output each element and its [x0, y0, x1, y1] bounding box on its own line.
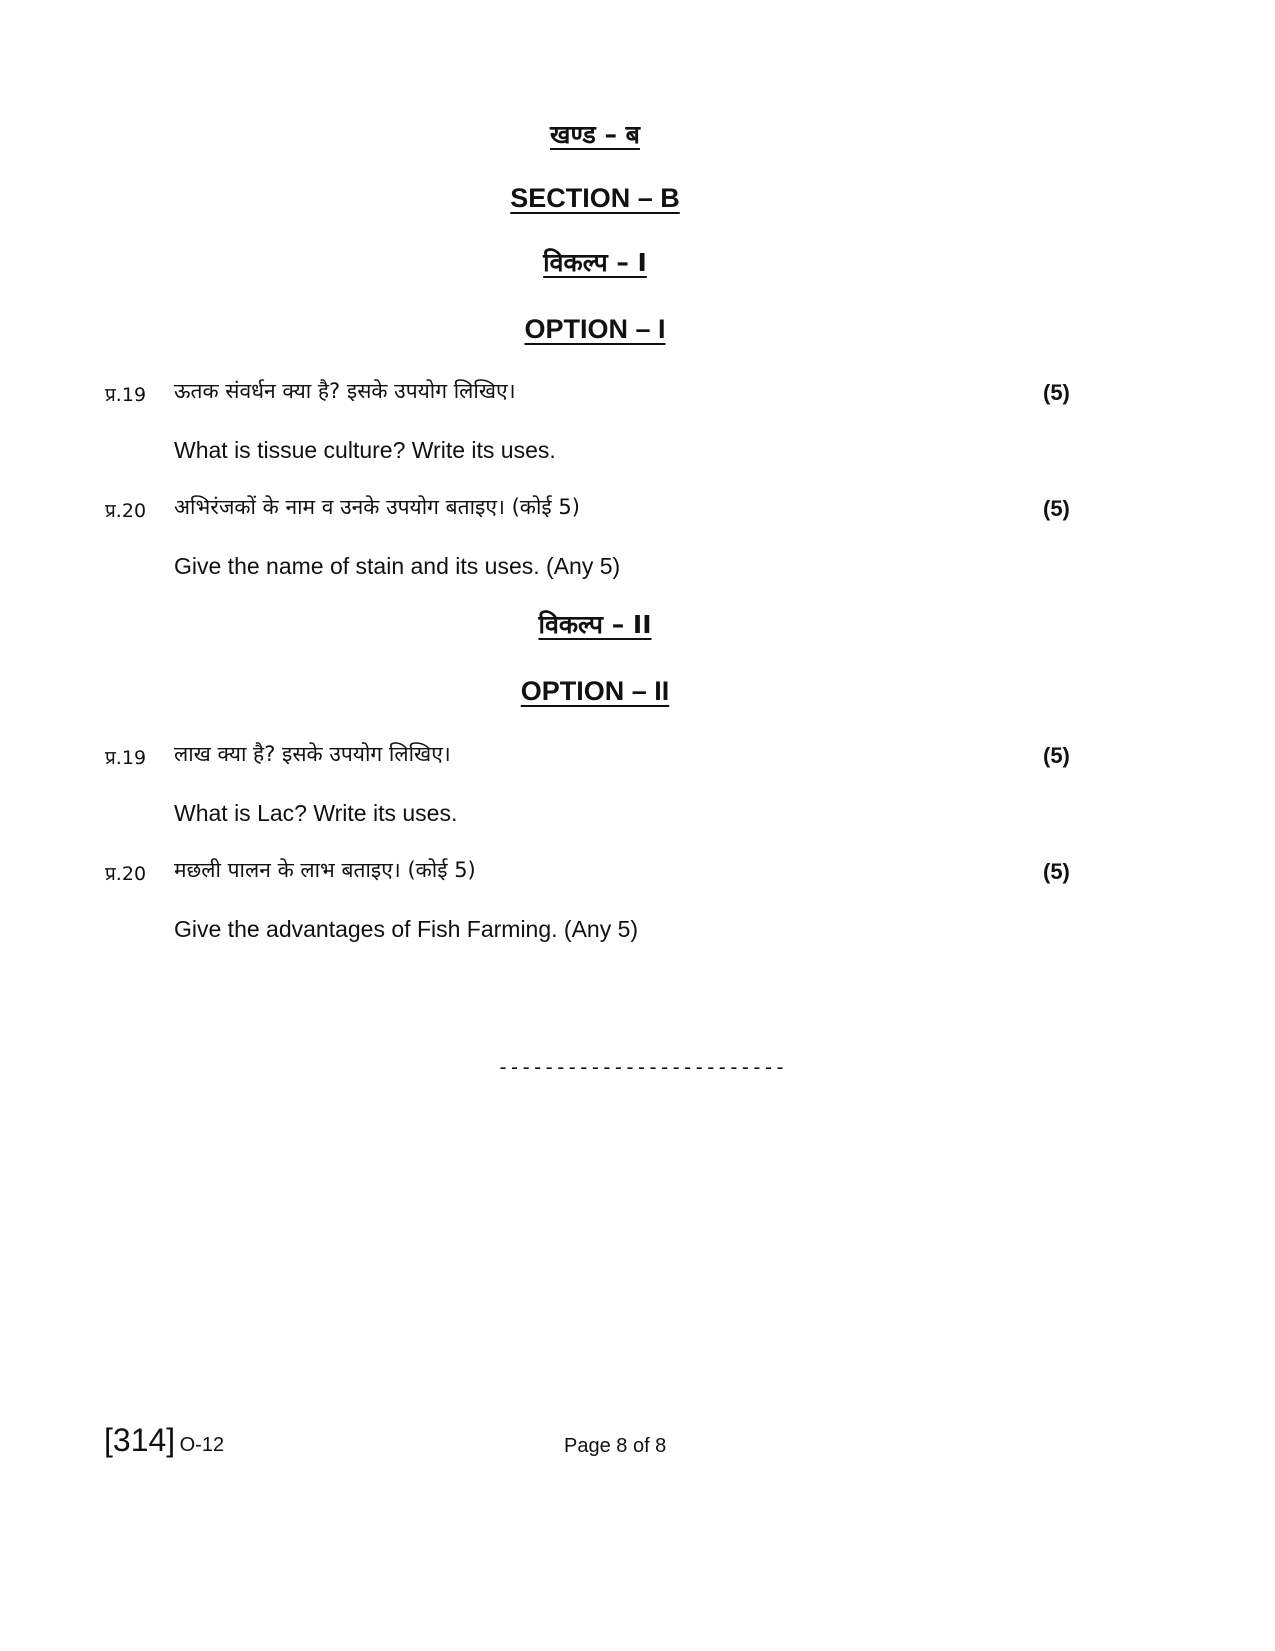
- question-english-text: What is Lac? Write its uses.: [174, 800, 458, 826]
- footer-code: [104, 1422, 224, 1459]
- page-number: Page 8 of 8: [564, 1435, 667, 1457]
- question-marks: (5): [1043, 859, 1070, 884]
- option-2-hindi-heading: विकल्प – II: [538, 610, 652, 639]
- question-number: प्र.19: [105, 384, 147, 406]
- question-hindi-text: ऊतक संवर्धन क्या है? इसके उपयोग लिखिए।: [174, 379, 516, 403]
- question-marks: (5): [1043, 496, 1070, 521]
- option-1-hindi-heading: विकल्प – I: [543, 248, 647, 277]
- question-english-text: Give the name of stain and its uses. (Any 5): [174, 553, 621, 579]
- section-b-english-heading: SECTION – B: [510, 183, 680, 213]
- end-of-paper-line: -------------------------: [497, 1055, 786, 1079]
- section-b-hindi-heading: खण्ड – ब: [550, 120, 640, 149]
- question-number: प्र.20: [105, 500, 147, 522]
- question-marks: (5): [1043, 743, 1070, 768]
- question-number: प्र.19: [105, 747, 147, 769]
- option-2-english-heading: OPTION – II: [520, 676, 670, 706]
- question-hindi-text: मछली पालन के लाभ बताइए। (कोई 5): [174, 858, 476, 882]
- question-hindi-text: अभिरंजकों के नाम व उनके उपयोग बताइए। (कोई 5): [174, 495, 580, 519]
- question-english-text: Give the advantages of Fish Farming. (Any 5): [174, 916, 639, 942]
- option-1-english-heading: OPTION – I: [524, 314, 666, 344]
- question-english-text: What is tissue culture? Write its uses.: [174, 437, 556, 463]
- paper-code: [314]: [104, 1422, 176, 1458]
- question-hindi-text: लाख क्या है? इसके उपयोग लिखिए।: [174, 742, 451, 766]
- set-code: O-12: [179, 1434, 225, 1456]
- question-number: प्र.20: [105, 863, 147, 885]
- question-marks: (5): [1043, 380, 1070, 405]
